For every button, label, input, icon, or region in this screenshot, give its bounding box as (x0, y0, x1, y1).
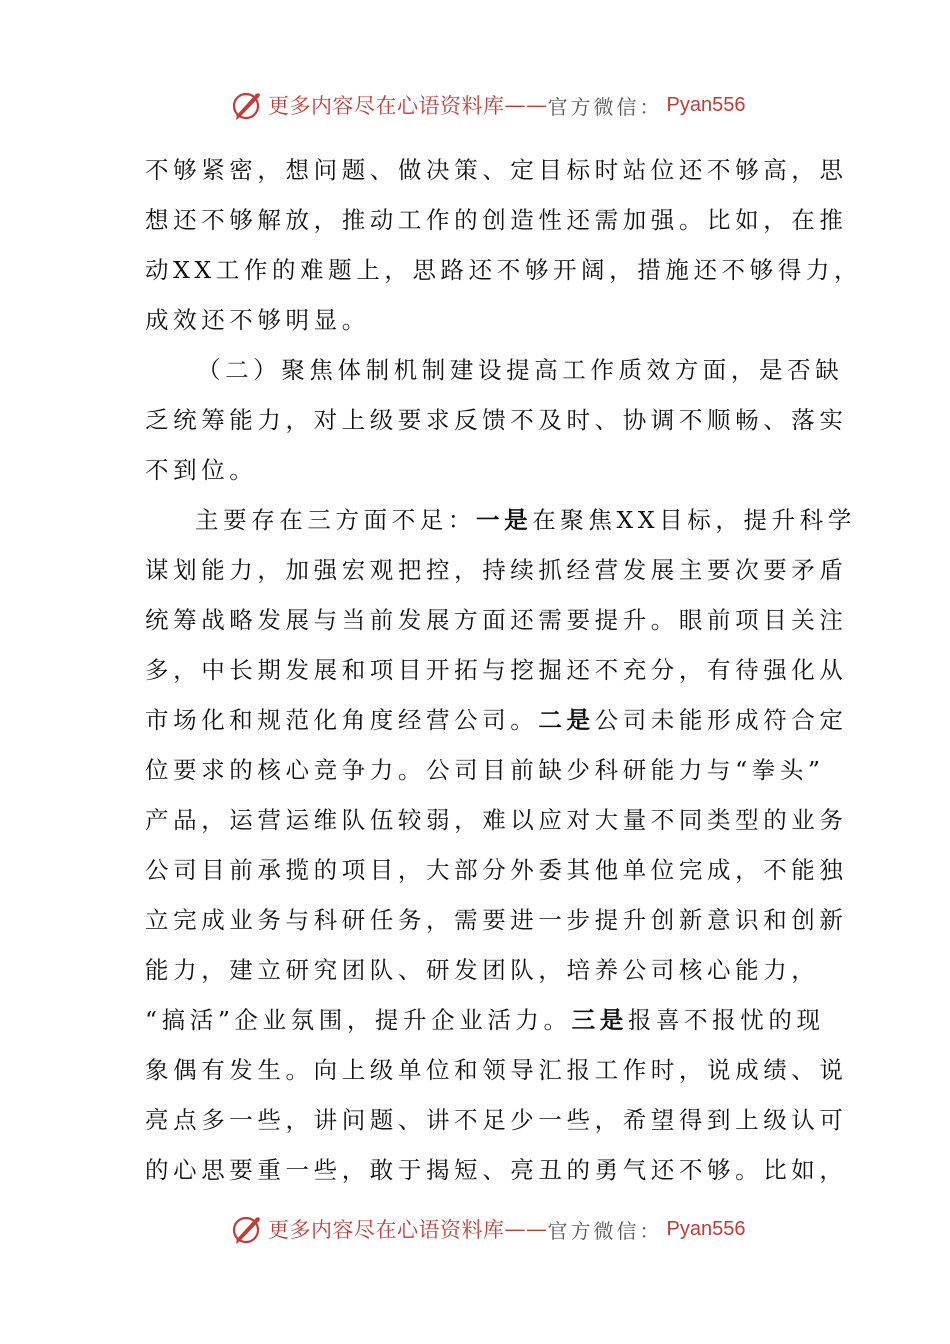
watermark-wechat-id: Pyan556 (666, 93, 746, 116)
point-one-marker: 一是 (476, 506, 533, 534)
paragraph-text: 市场化和规范化角度经营公司。 (145, 706, 539, 734)
body-line: 不够紧密，想问题、做决策、定目标时站位还不够高，思 (145, 156, 848, 184)
body-line: 的心思要重一些，敢于揭短、亮丑的勇气还不够。比如， (145, 1156, 848, 1184)
body-line: 产品，运营运维队伍较弱，难以应对大量不同类型的业务 (145, 806, 848, 834)
watermark-brand: 更多内容尽在心语资料库 (268, 94, 505, 118)
paragraph-text: 报喜不报忧的现 (627, 1006, 825, 1034)
paragraph-intro: 主要存在三方面不足： (195, 506, 476, 534)
watermark-wechat-id: Pyan556 (666, 1217, 746, 1240)
watermark-wechat-label: 官方微信： (547, 94, 663, 119)
paragraph-line (145, 495, 856, 545)
body-line: 亮点多一些，讲问题、讲不足少一些，希望得到上级认可 (145, 1106, 848, 1134)
watermark-brand: 更多内容尽在心语资料库 (268, 1218, 505, 1242)
body-line: 能力，建立研究团队、研发团队，培养公司核心能力， (145, 956, 820, 984)
body-line: 立完成业务与科研任务，需要进一步提升创新意识和创新 (145, 906, 848, 934)
body-line: 公司目前承揽的项目，大部分外委其他单位完成，不能独 (145, 856, 848, 884)
quill-pen-logo-icon (230, 1212, 264, 1246)
body-line: 动XX工作的难题上，思路还不够开阔，措施还不够得力， (145, 256, 863, 284)
section-heading-line: （二）聚焦体制机制建设提高工作质效方面，是否缺 (197, 356, 844, 384)
body-line: 多，中长期发展和项目开拓与挖掘还不充分，有待强化从 (145, 656, 848, 684)
point-two-marker: 二是 (538, 706, 595, 734)
section-heading-line: 乏统筹能力，对上级要求反馈不及时、协调不顺畅、落实 (145, 406, 848, 434)
quill-pen-logo-icon (230, 88, 264, 122)
watermark-dash: —— (504, 93, 548, 117)
footer-watermark (230, 1212, 745, 1246)
section-heading-line: 不到位。 (145, 456, 258, 484)
point-three-marker: 三是 (571, 1006, 628, 1034)
watermark-wechat-label: 官方微信： (547, 1218, 663, 1243)
paragraph-text: 在聚焦XX目标，提升科学 (532, 506, 856, 534)
paragraph-text: 公司未能形成符合定 (594, 706, 848, 734)
body-line: 谋划能力，加强宏观把控，持续抓经营发展主要次要矛盾 (145, 556, 848, 584)
document-body (145, 145, 863, 1195)
paragraph-line (145, 695, 848, 745)
body-line: 象偶有发生。向上级单位和领导汇报工作时，说成绩、说 (145, 1056, 848, 1084)
body-line: 位要求的核心竞争力。公司目前缺少科研能力与“拳头” (145, 756, 825, 784)
body-line: 成效还不够明显。 (145, 306, 370, 334)
paragraph-text: “搞活”企业氛围，提升企业活力。 (145, 1006, 572, 1034)
watermark-dash: —— (504, 1217, 548, 1241)
paragraph-line (145, 995, 825, 1045)
body-line: 统筹战略发展与当前发展方面还需要提升。眼前项目关注 (145, 606, 848, 634)
body-line: 想还不够解放，推动工作的创造性还需加强。比如，在推 (145, 206, 848, 234)
header-watermark (230, 88, 745, 122)
